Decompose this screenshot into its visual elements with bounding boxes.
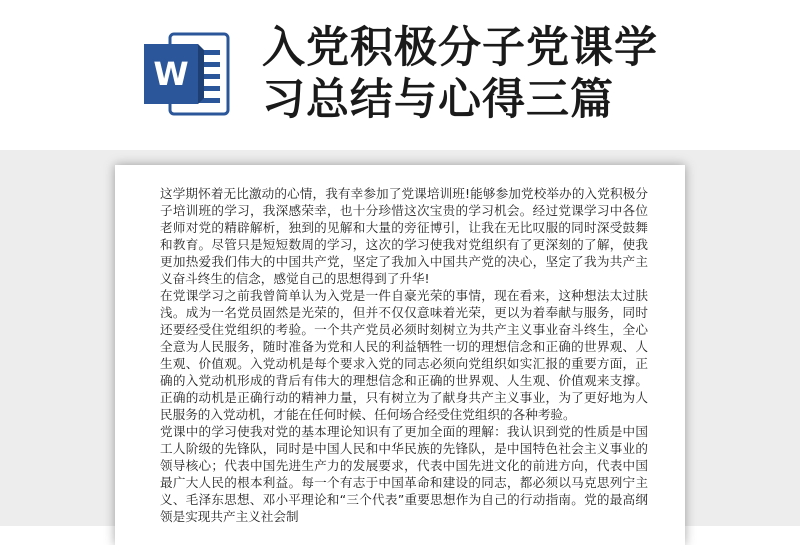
- word-icon-letter: W: [153, 55, 189, 93]
- header-banner: [0, 0, 800, 150]
- word-document-icon: [140, 28, 232, 120]
- paragraph-2: 在党课学习之前我曾简单认为入党是一件自豪光荣的事情，现在看来，这种想法太过肤浅。成为一名党员固然是光荣的，但并不仅仅意味着光荣，更以为着奉献与服务，同时还要经受住党组织的考验。一个共产党员必须时刻树立为共产主义事业奋斗终生，全心全意为人民服务，随时准备为党和人民的利益牺牲一切的理想信念和正确的世界观、人生观、价值观。入党动机是每个要求入党的同志必须向党组织如实汇报的重要方面，正确的入党动机形成的背后有伟大的理想信念和正确的世界观、人生观、价值观来支撑。正确的动机是正确行动的精神力量，只有树立为了献身共产主义事业，为了更好地为人民服务的入党动机，才能在任何时候、任何场合经受住党组织的各种考验。: [160, 288, 648, 422]
- document-page: [115, 165, 685, 545]
- page-title: 入党积极分子党课学习总结与心得三篇: [262, 23, 658, 125]
- paragraph-3: 党课中的学习使我对党的基本理论知识有了更加全面的理解：我认识到党的性质是中国工人阶级的先锋队，同时是中国人民和中华民族的先锋队，是中国特色社会主义事业的领导核心；代表中国先进生产力的发展要求，代表中国先进文化的前进方向，代表中国最广大人民的根本利益。每一个有志于中国革命和建设的同志，都必须以马克思列宁主义、毛泽东思想、邓小平理论和“三个代表”重要思想作为自己的行动指南。党的最高纲领是实现共产主义社会制: [160, 424, 648, 524]
- paragraph-1: 这学期怀着无比激动的心情，我有幸参加了党课培训班!能够参加党校举办的入党积极分子培训班的学习，我深感荣幸，也十分珍惜这次宝贵的学习机会。经过党课学习中各位老师对党的精辟解析，独到的见解和大量的旁征博引，让我在无比叹服的同时深受鼓舞和教育。尽管只是短短数周的学习，这次的学习使我对党组织有了更深刻的了解，使我更加热爱我们伟大的中国共产党，坚定了我加入中国共产党的决心，坚定了我为共产主义奋斗终生的信念，感觉自己的思想得到了升华!: [160, 186, 648, 286]
- document-body: [160, 185, 648, 525]
